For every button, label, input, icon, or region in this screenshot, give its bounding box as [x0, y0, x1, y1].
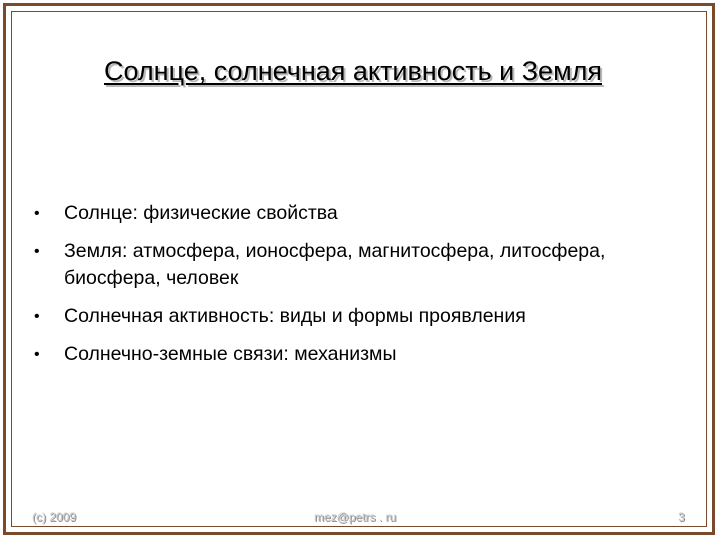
bullet-text: Солнечно-земные связи: механизмы [64, 343, 397, 365]
footer-email: mez@petrs . ru [314, 510, 397, 524]
bullet-text: Солнце: физические свойства [64, 202, 338, 224]
bullet-text: Земля: атмосфера, ионосфера, магнитосфера, литосфера, биосфера, человек [64, 240, 606, 289]
footer-page-number: 3 [678, 510, 685, 524]
bullet-dot-icon: • [34, 205, 40, 222]
bullet-item-sun [34, 200, 674, 227]
bullet-list [34, 200, 674, 379]
bullet-item-solar-terrestrial [34, 341, 674, 368]
bullet-dot-icon: • [34, 346, 40, 363]
bullet-dot-icon: • [34, 243, 40, 260]
footer-copyright: (c) 2009 [32, 510, 77, 524]
slide-title: Солнце, солнечная активность и Земля [103, 56, 603, 86]
bullet-dot-icon: • [34, 308, 40, 325]
bullet-item-earth [34, 238, 674, 292]
bullet-text: Солнечная активность: виды и формы проявления [64, 305, 526, 327]
bullet-item-solar-activity [34, 303, 674, 330]
